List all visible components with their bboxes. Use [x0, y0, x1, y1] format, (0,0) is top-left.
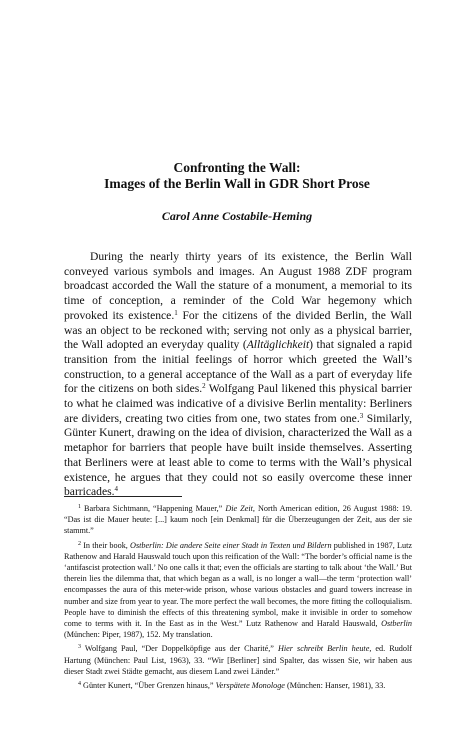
title-line-2: Images of the Berlin Wall in GDR Short Prose: [104, 176, 370, 191]
footnote-text: published in 1987, Lutz Rathenow and Harald Hauswald touch upon this reification of the Wall: “The border’s official name is the ‘antifascist protection wall.’ No one calls it that; even the officials are starting to talk about ‘the Wall.’ But therein lies the dilemma that, that which began as a wall, is no longer a wall—the term ‘protection wall’ encompasses the aura of this meter-wide prison, whose various obstacles and guard towers increase in number and size from year to year. The more perfect the wall becomes, the more fitting the colloquialism. People have to diminish the effects of this threatening symbol, make it invisible in order to somehow come to terms with it. In the East as in the West.” Lutz Rathenow and Harald Hauswald,: [64, 540, 412, 629]
body-text-segment: For the citizens of the divided Berlin, the Wall was an object to be reckoned with; serving not only as a physical barrier, the Wall adopted an everyday quality (: [64, 308, 412, 352]
footnote-italic: Hier schreibt Berlin heute: [277, 644, 370, 654]
title-line-1: Confronting the Wall:: [173, 160, 301, 175]
article-title: [40, 160, 434, 192]
footnote-italic: Ostberlin: Die andere Seite einer Stadt in Texten und Bildern: [130, 540, 332, 550]
footnote-number: 2: [78, 540, 81, 547]
footnote-marker-4: 4: [114, 485, 119, 494]
body-text-segment: ) that signaled a rapid transition from the initial feelings of horror which greeted the Wall’s construction, to a general acceptance of the Wall as a part of everyday life for the citizens on both sides.: [64, 338, 412, 396]
footnote-4: [64, 680, 412, 691]
footnote-italic: Ostberlin: [381, 619, 412, 629]
footnote-number: 1: [78, 504, 81, 510]
footnote-text: , North American edition, 26 August 1988: 19. “Das ist die Mauer heute: [...] kaum noch [ein Denkmal] für die Überzeugungen der Zeit, aus der sie stammt.”: [64, 504, 412, 536]
footnote-text: (München: Piper, 1987), 152. My translation.: [64, 630, 213, 640]
footnote-text: Barbara Sichtmann, “Happening Mauer,”: [81, 504, 226, 513]
footnote-text: Wolfgang Paul, “Der Doppelköpfige aus der Charité,”: [81, 644, 278, 654]
footnote-divider: [64, 496, 182, 497]
footnote-text: (München: Hanser, 1981), 33.: [284, 681, 386, 691]
footnote-marker-1: 1: [174, 308, 178, 317]
body-paragraph: [64, 250, 412, 500]
body-text: [64, 250, 412, 500]
footnote-marker-3: 3: [359, 411, 364, 420]
footnote-text: In their book,: [81, 540, 131, 550]
body-text-segment: Wolfgang Paul likened this physical barrier to what he claimed was indicative of a divisive Berlin mentality: Berliners are dividers, creating two cities from one, two states from one.: [64, 382, 412, 425]
italic-term: Alltäglichkeit: [246, 338, 310, 352]
footnote-italic: Die Zeit: [225, 504, 253, 513]
footnotes: [64, 503, 412, 694]
author-name: Carol Anne Costabile-Heming: [161, 209, 313, 223]
footnote-italic: Verspätete Monologe: [215, 681, 285, 691]
footnote-number: 4: [78, 681, 81, 688]
body-text-segment: Similarly, Günter Kunert, drawing on the idea of division, characterized the Wall as a metaphor for barriers that people have built inside themselves. Asserting that Berliners were at least able to come to terms with the Wall’s physical existence, he argues that they could not so easily overcome these inner barricades.: [64, 411, 412, 499]
footnote-3: [64, 643, 412, 677]
body-text-segment: During the nearly thirty years of its existence, the Berlin Wall conveyed various symbols and images. An August 1988 ZDF program broadcast accorded the Wall the stature of a monument, a memorial to its time of conception, a reminder of the Cold War hegemony which provoked its existence.: [64, 250, 412, 322]
footnote-text: , ed. Rudolf Hartung (München: Paul List, 1963), 33. “Wir [Berliner] sind Spalter, das wissen Sie, wir haben aus dieser Stadt zwei Städte gemacht, aus diesem Land zwei Länder.”: [64, 644, 412, 676]
footnote-2: [64, 540, 412, 641]
footnote-number: 3: [78, 644, 81, 651]
footnote-marker-2: 2: [202, 382, 206, 391]
footnote-1: [64, 503, 412, 537]
footnote-text: Günter Kunert, “Über Grenzen hinaus,”: [81, 681, 216, 691]
